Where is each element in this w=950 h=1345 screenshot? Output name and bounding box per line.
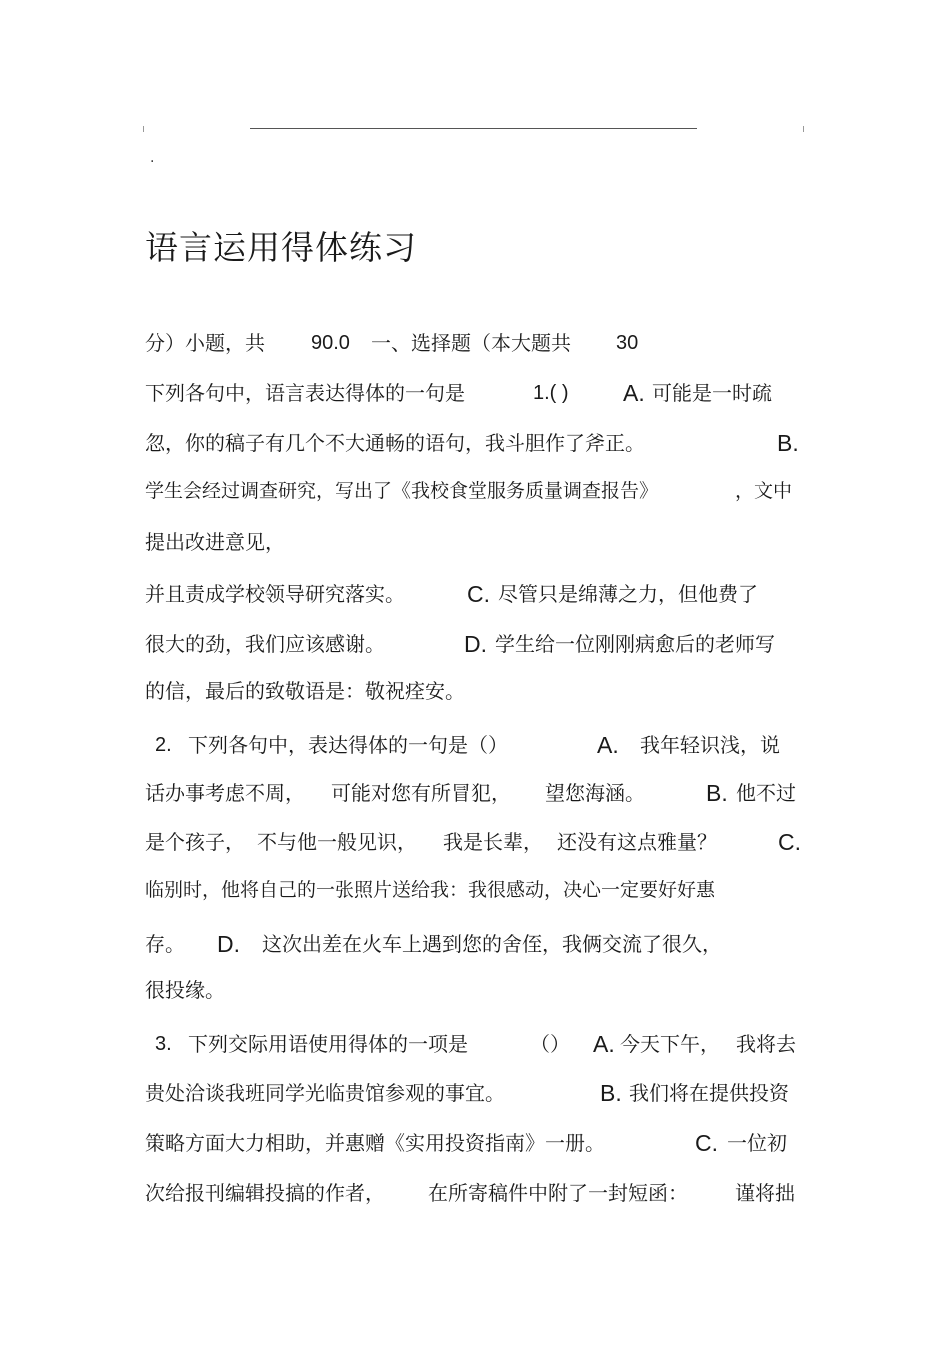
text-segment: 下列各句中，语言表达得体的一句是 bbox=[145, 381, 465, 405]
option-label: A. bbox=[593, 1031, 615, 1057]
text-segment: 他不过 bbox=[736, 781, 796, 805]
text-segment: 存。 bbox=[145, 932, 185, 956]
text-line bbox=[145, 728, 815, 762]
text-line bbox=[145, 1126, 815, 1160]
text-segment: 一、选择题（本大题共 bbox=[371, 331, 571, 355]
text-segment: 这次出差在火车上遇到您的舍侄，我俩交流了很久， bbox=[262, 932, 722, 956]
option-label: A. bbox=[597, 732, 619, 758]
option-label: D. bbox=[464, 631, 487, 657]
text-segment: 学生给一位刚刚病愈后的老师写 bbox=[495, 632, 775, 656]
page-title: 语言运用得体练习 bbox=[145, 228, 417, 267]
text-line bbox=[145, 474, 815, 508]
text-segment: 临别时，他将自己的一张照片送给我：我很感动，决心一定要好好惠 bbox=[145, 879, 716, 901]
text-segment: 提出改进意见， bbox=[145, 530, 285, 554]
text-segment: 下列交际用语使用得体的一项是 bbox=[188, 1032, 468, 1056]
text-segment: 我是长辈， bbox=[443, 830, 543, 854]
text-segment: 策略方面大力相助，并惠赠《实用投资指南》一册。 bbox=[145, 1131, 605, 1155]
text-segment: 还没有这点雅量？ bbox=[557, 830, 717, 854]
text-segment: （） bbox=[530, 1032, 570, 1056]
text-segment: 次给报刊编辑投搞的作者， bbox=[145, 1181, 385, 1205]
text-segment: 的信，最后的致敬语是：敬祝痊安。 bbox=[145, 679, 465, 703]
text-segment: 谨将拙 bbox=[735, 1181, 795, 1205]
text-line bbox=[145, 825, 815, 859]
text-line bbox=[145, 927, 815, 961]
text-segment: 我将去 bbox=[736, 1032, 796, 1056]
text-segment: 在所寄稿件中附了一封短函： bbox=[428, 1181, 688, 1205]
text-line bbox=[145, 627, 815, 661]
text-segment: 尽管只是绵薄之力，但他费了 bbox=[498, 582, 758, 606]
text-segment: 学生会经过调查研究，写出了《我校食堂服务质量调查报告》 bbox=[145, 480, 659, 502]
option-label: C. bbox=[695, 1130, 718, 1156]
text-segment: 可能是一时疏 bbox=[652, 381, 772, 405]
text-segment: 不与他一般见识， bbox=[257, 830, 417, 854]
text-segment: 忽，你的稿子有几个不大通畅的语句，我斗胆作了斧正。 bbox=[145, 431, 645, 455]
text-line bbox=[145, 973, 815, 1007]
text-line bbox=[145, 577, 815, 611]
text-segment: 今天下午， bbox=[620, 1032, 720, 1056]
text-segment: 分）小题，共 bbox=[145, 331, 265, 355]
text-segment: 望您海涵。 bbox=[545, 781, 645, 805]
text-line bbox=[145, 426, 815, 460]
text-line bbox=[145, 1076, 815, 1110]
question-number: 3. bbox=[155, 1033, 172, 1055]
text-segment: 贵处洽谈我班同学光临贵馆参观的事宜。 bbox=[145, 1081, 505, 1105]
text-line bbox=[145, 1176, 815, 1210]
text-line bbox=[145, 326, 815, 360]
option-label: D. bbox=[217, 931, 240, 957]
text-segment: 可能对您有所冒犯， bbox=[331, 781, 511, 805]
header-dot: . bbox=[150, 150, 155, 166]
option-label: B. bbox=[777, 430, 799, 456]
corner-tick-right bbox=[803, 126, 804, 132]
text-segment: 并且责成学校领导研究落实。 bbox=[145, 582, 405, 606]
question-number: 2. bbox=[155, 734, 172, 756]
text-segment: 话办事考虑不周， bbox=[145, 781, 305, 805]
text-segment: 很投缘。 bbox=[145, 978, 225, 1002]
option-label: A. bbox=[623, 380, 645, 406]
text-segment: 很大的劲，我们应该感谢。 bbox=[145, 632, 385, 656]
text-segment: 下列各句中，表达得体的一句是（） bbox=[188, 733, 508, 757]
text-line bbox=[145, 525, 815, 559]
text-line bbox=[145, 674, 815, 708]
text-segment: 30 bbox=[616, 332, 639, 354]
option-label: C. bbox=[467, 581, 490, 607]
text-line bbox=[145, 1027, 815, 1061]
text-segment: ，文中 bbox=[735, 480, 793, 502]
text-segment: 是个孩子， bbox=[145, 830, 245, 854]
text-line bbox=[145, 376, 815, 410]
text-line bbox=[145, 873, 815, 907]
option-label: B. bbox=[600, 1080, 622, 1106]
text-line bbox=[145, 776, 815, 810]
text-segment: 90.0 bbox=[311, 332, 350, 354]
corner-tick-left bbox=[143, 126, 144, 132]
text-segment: 一位初 bbox=[727, 1131, 787, 1155]
header-rule bbox=[250, 128, 697, 129]
text-segment: 我年轻识浅，说 bbox=[640, 733, 780, 757]
question-number: 1.( ) bbox=[533, 382, 569, 404]
option-label: B. bbox=[706, 780, 728, 806]
option-label: C. bbox=[778, 829, 801, 855]
text-segment: 我们将在提供投资 bbox=[629, 1081, 789, 1105]
